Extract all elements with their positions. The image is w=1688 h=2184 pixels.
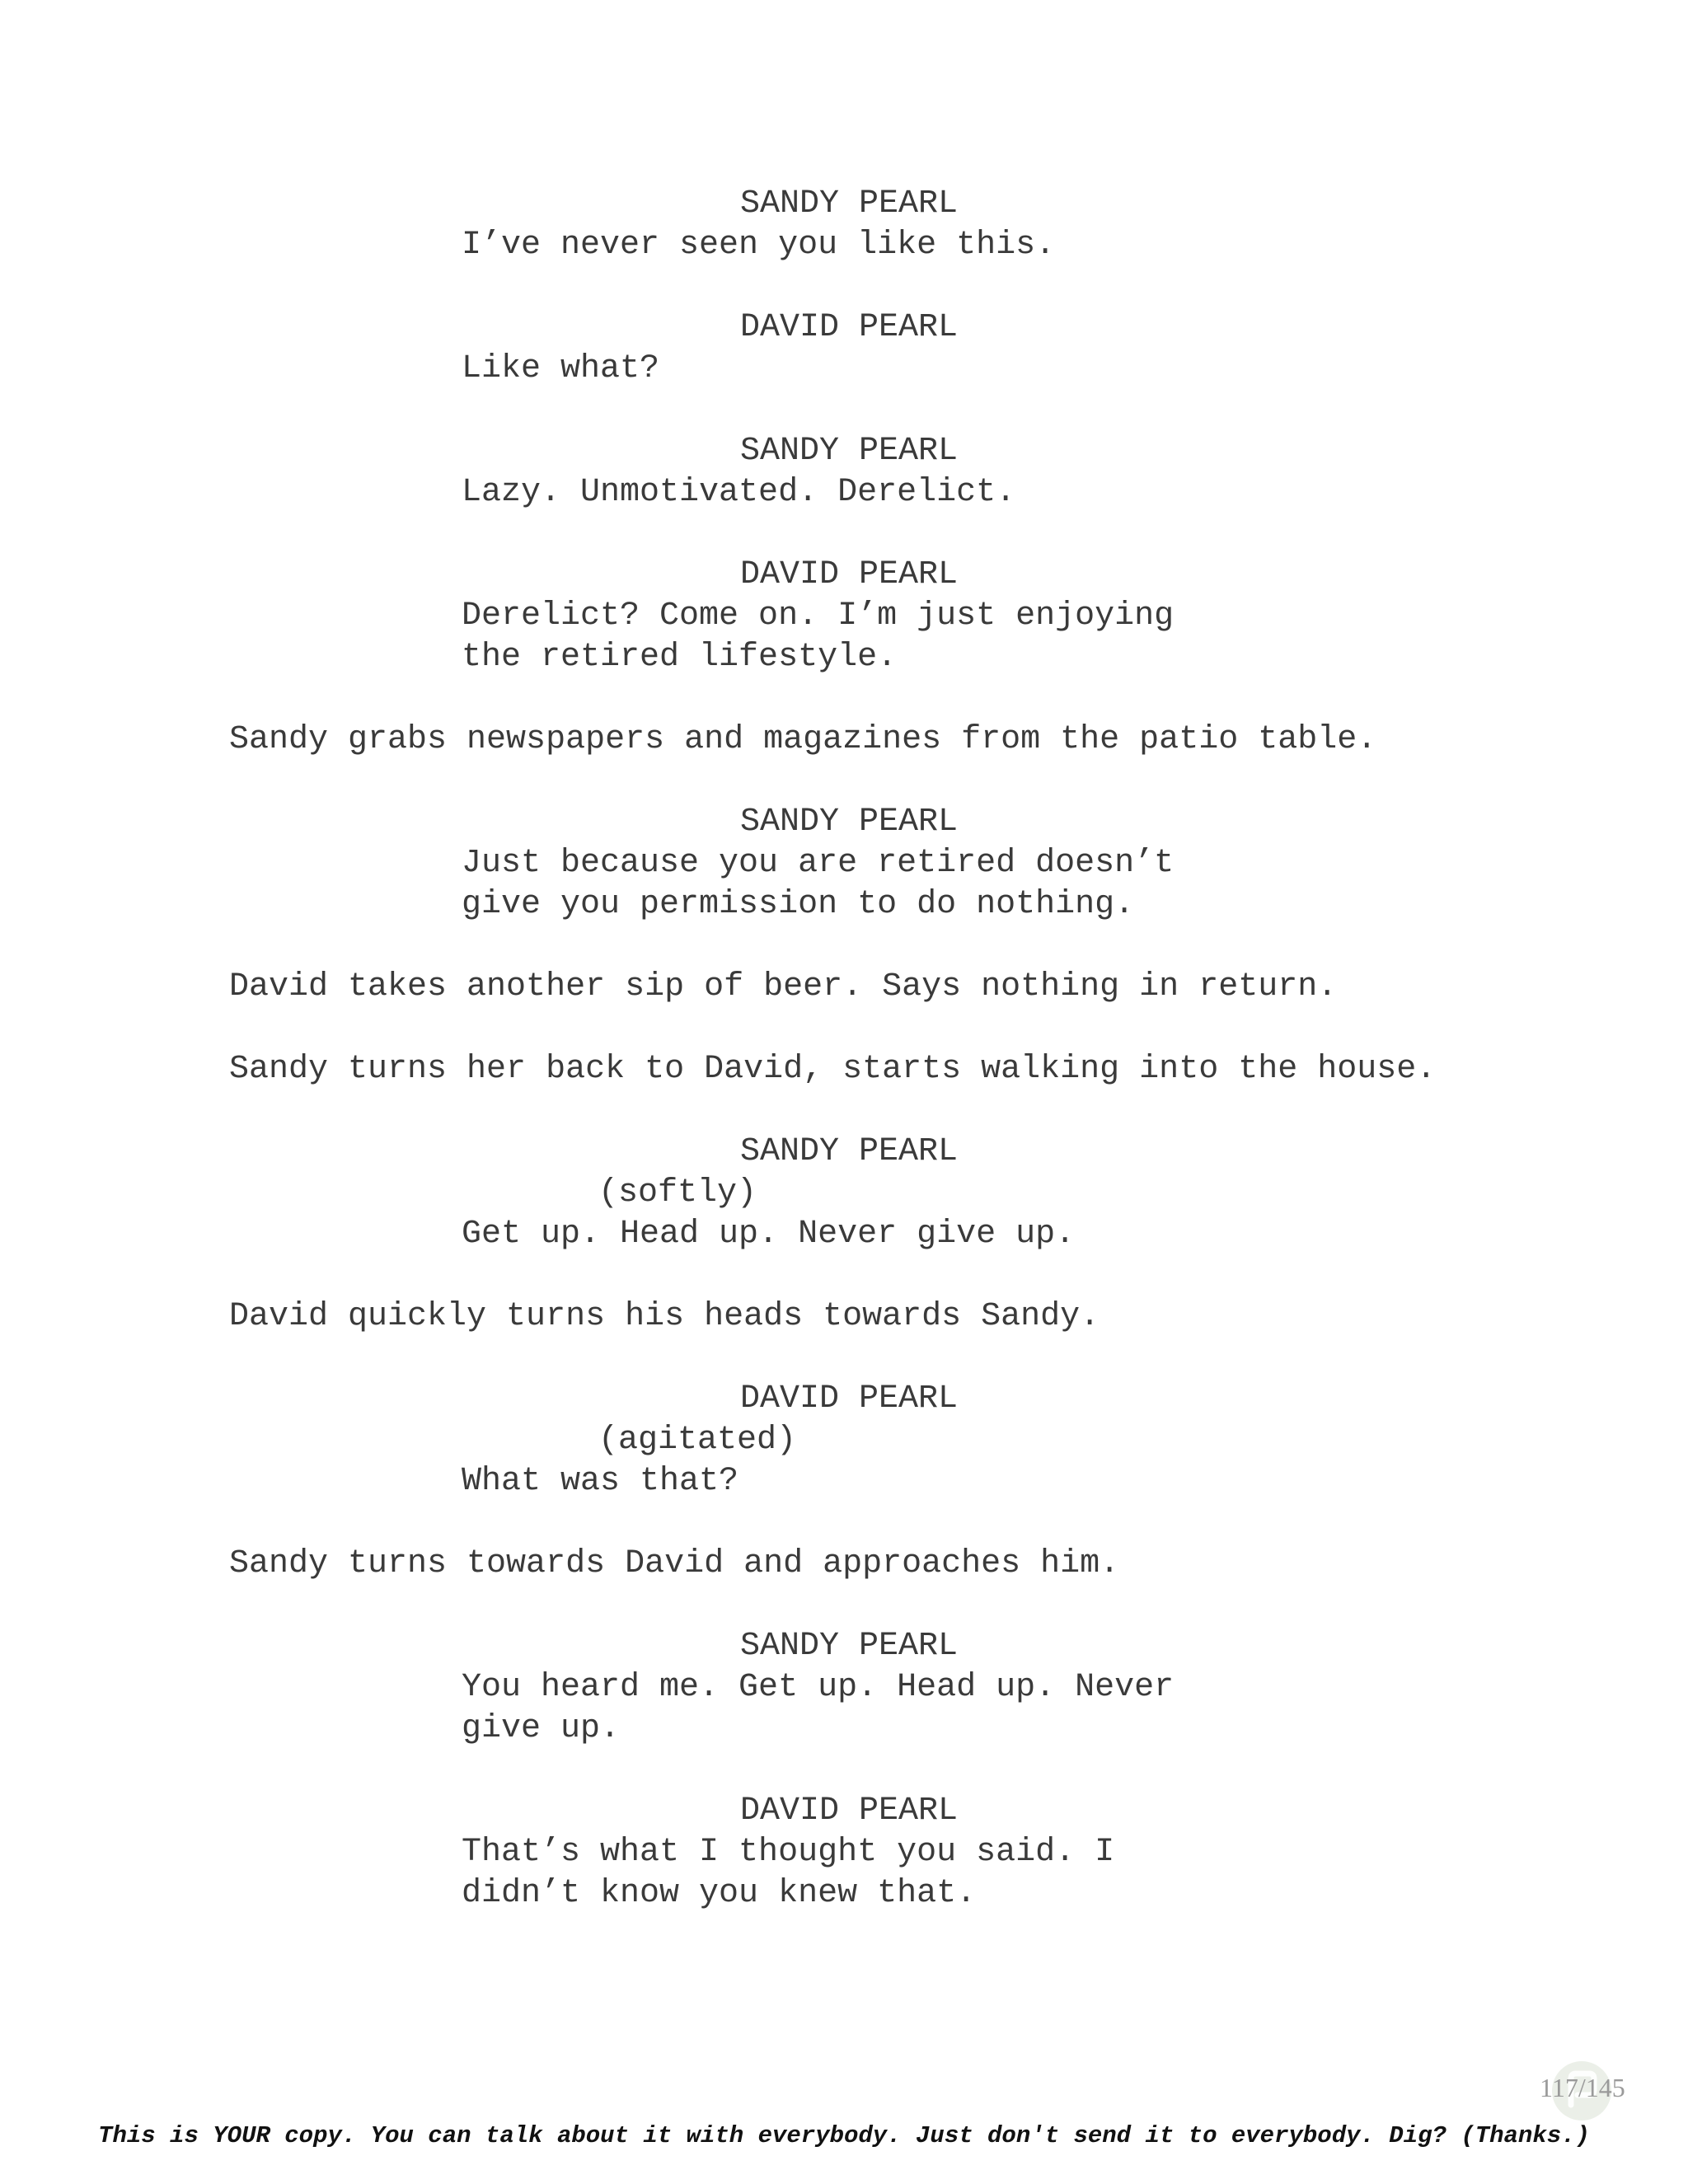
character-name: SANDY PEARL [740, 185, 959, 223]
dialogue-line: Derelict? Come on. I’m just enjoying [462, 598, 1175, 635]
dialogue-line: Get up. Head up. Never give up. [462, 1216, 1076, 1253]
dialogue-line: the retired lifestyle. [462, 639, 898, 676]
action-line: David quickly turns his heads towards Sandy. [229, 1298, 1100, 1335]
dialogue-line: didn’t know you knew that. [462, 1875, 977, 1912]
dialogue-line: give up. [462, 1710, 621, 1747]
character-name: SANDY PEARL [740, 1628, 959, 1665]
character-name: DAVID PEARL [740, 1380, 959, 1418]
parenthetical: (agitated) [598, 1422, 797, 1459]
dialogue-line: I’ve never seen you like this. [462, 227, 1056, 264]
character-name: SANDY PEARL [740, 1133, 959, 1170]
action-line: Sandy grabs newspapers and magazines from the patio table. [229, 721, 1377, 758]
page-number: 117/145 [1540, 2073, 1625, 2102]
dialogue-line: Just because you are retired doesn’t [462, 845, 1175, 882]
character-name: SANDY PEARL [740, 433, 959, 470]
action-line: Sandy turns her back to David, starts walking into the house. [229, 1051, 1437, 1088]
dialogue-line: Lazy. Unmotivated. Derelict. [462, 474, 1016, 511]
action-line: David takes another sip of beer. Says nothing in return. [229, 968, 1338, 1005]
character-name: SANDY PEARL [740, 804, 959, 841]
dialogue-line: That’s what I thought you said. I [462, 1834, 1115, 1871]
dialogue-line: What was that? [462, 1463, 739, 1500]
footer-notice: This is YOUR copy. You can talk about it with everybody. Just don't send it to everybody. Dig? (Thanks.) [98, 2122, 1590, 2149]
parenthetical: (softly) [598, 1174, 757, 1212]
character-name: DAVID PEARL [740, 309, 959, 346]
character-name: DAVID PEARL [740, 1793, 959, 1830]
character-name: DAVID PEARL [740, 556, 959, 593]
dialogue-line: You heard me. Get up. Head up. Never [462, 1669, 1175, 1706]
action-line: Sandy turns towards David and approaches him. [229, 1545, 1120, 1582]
dialogue-line: Like what? [462, 350, 660, 387]
dialogue-line: give you permission to do nothing. [462, 886, 1135, 923]
